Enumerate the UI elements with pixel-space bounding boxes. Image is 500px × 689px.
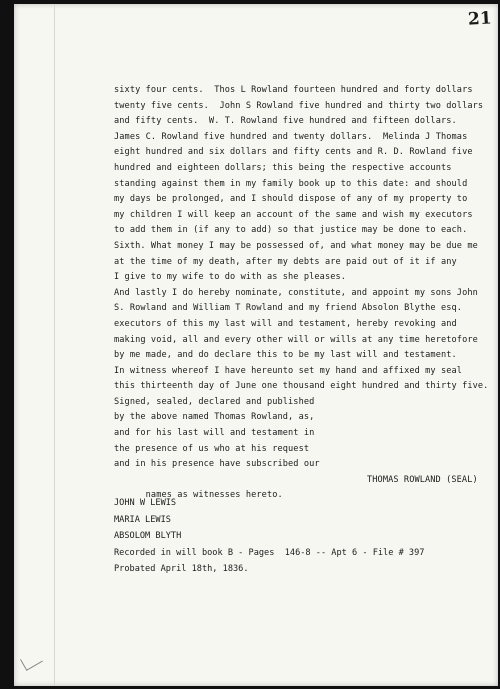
- body-line: In witness whereof I have hereunto set my hand and affixed my seal: [114, 365, 463, 376]
- body-line: sixty four cents. Thos L Rowland fourteen hundred and forty dollars: [114, 85, 473, 95]
- body-line: and in his presence have subscribed our: [114, 459, 320, 470]
- body-line: the presence of us who at his request: [114, 443, 310, 454]
- witness-line: names as witnesses hereto.: [145, 490, 283, 501]
- body-line: I give to my wife to do with as she pleases.: [114, 272, 347, 283]
- body-line: twenty five cents. John S Rowland five hundred and thirty two dollars: [114, 100, 484, 111]
- recorded-line: Recorded in will book B - Pages 146-8 -- Apt 6 - File # 397: [114, 547, 425, 558]
- signature-row: [114, 473, 494, 501]
- body-line: at the time of my death, after my debts are paid out of it if any: [114, 256, 457, 267]
- body-line: standing against them in my family book up to this date: and should: [114, 178, 468, 189]
- body-line: my children I will keep an account of the same and wish my executors: [114, 209, 473, 220]
- body-line: Sixth. What money I may be possessed of, and what money may be due me: [114, 240, 478, 251]
- body-line: and for his last will and testament in: [114, 428, 315, 439]
- margin-line: [54, 4, 55, 686]
- body-line: eight hundred and six dollars and fifty cents and R. D. Rowland five: [114, 147, 473, 158]
- body-line: hundred and eighteen dollars; this being the respective accounts: [114, 162, 452, 173]
- body-line: by the above named Thomas Rowland, as,: [114, 412, 315, 423]
- document-page: [14, 4, 498, 686]
- body-line: and fifty cents. W. T. Rowland five hundred and fifteen dollars.: [114, 116, 457, 127]
- body-line: to add them in (if any to add) so that justice may be done to each.: [114, 225, 468, 236]
- probated-line: Probated April 18th, 1836.: [114, 564, 249, 574]
- body-line: by me made, and do declare this to be my last will and testament.: [114, 350, 457, 361]
- body-line: Signed, sealed, declared and published: [114, 396, 315, 407]
- page-number: 21: [467, 8, 493, 30]
- will-body: [114, 83, 494, 501]
- witness-block: [114, 495, 494, 578]
- body-line: this thirteenth day of June one thousand eight hundred and thirty five.: [114, 381, 489, 392]
- body-line: executors of this my last will and testament, hereby revoking and: [114, 318, 457, 329]
- witness-name: JOHN W LEWIS: [114, 498, 177, 508]
- witness-name: ABSOLOM BLYTH: [114, 531, 182, 541]
- body-line: S. Rowland and William T Rowland and my friend Absolon Blythe esq.: [114, 303, 463, 314]
- body-line: And lastly I do hereby nominate, constitute, and appoint my sons John: [114, 287, 478, 298]
- body-line: making void, all and every other will or wills at any time heretofore: [114, 334, 478, 345]
- body-line: my days be prolonged, and I should dispose of any of my property to: [114, 194, 468, 205]
- testator-signature: THOMAS ROWLAND (SEAL): [367, 474, 478, 485]
- witness-name: MARIA LEWIS: [114, 514, 171, 525]
- corner-pencil-mark: [20, 650, 43, 671]
- body-line: James C. Rowland five hundred and twenty dollars. Melinda J Thomas: [114, 131, 468, 142]
